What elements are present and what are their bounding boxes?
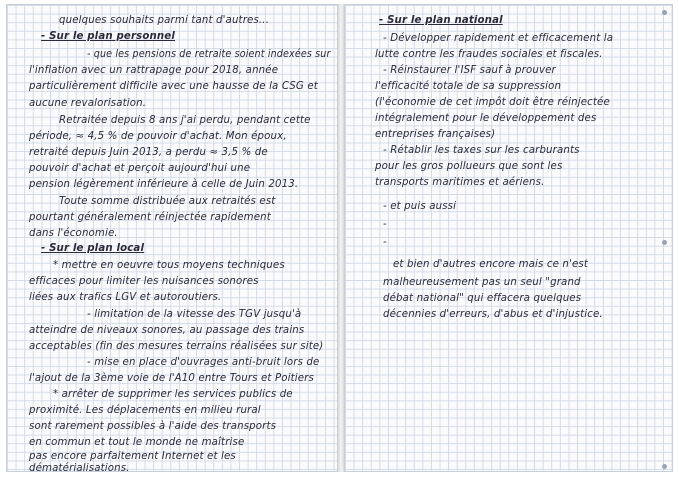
text-line: Retraitée depuis 8 ans j'ai perdu, pendant cette <box>59 115 311 126</box>
text-line: efficaces pour limiter les nuisances sonores <box>29 276 259 287</box>
binder-hole <box>662 464 667 469</box>
left-notebook-page <box>6 4 338 472</box>
text-line: sont rarement possibles à l'aide des transports <box>29 421 277 432</box>
text-line: l'ajout de la 3ème voie de l'A10 entre Tours et Poitiers <box>29 373 314 384</box>
text-line: aucune revalorisation. <box>29 98 147 109</box>
text-line: transports maritimes et aériens. <box>375 177 545 188</box>
text-line: - mise en place d'ouvrages anti-bruit lors de <box>87 357 320 368</box>
text-line: dans l'économie. <box>29 228 118 239</box>
text-line: période, ≈ 4,5 % de pouvoir d'achat. Mon époux, <box>29 131 287 142</box>
text-line: pas encore parfaitement Internet et les <box>29 451 236 462</box>
section-heading <box>41 243 144 255</box>
text-line: retraité depuis Juin 2013, a perdu ≈ 3,5 % de <box>29 147 268 158</box>
text-line: pouvoir d'achat et perçoit aujourd'hui une <box>29 163 251 174</box>
text-line: - <box>383 219 387 230</box>
text-line: l'inflation avec un rattrapage pour 2018, année <box>29 65 279 76</box>
text-line: - que les pensions de retraite soient indexées sur <box>87 49 331 60</box>
section-heading <box>379 15 503 27</box>
text-line: et bien d'autres encore mais ce n'est <box>393 259 589 270</box>
text-line: lutte contre les fraudes sociales et fiscales. <box>375 49 603 60</box>
text-line: - <box>383 237 387 248</box>
text-line: - Développer rapidement et efficacement la <box>383 33 614 44</box>
text-line: liées aux trafics LGV et autoroutiers. <box>29 292 222 303</box>
section-heading-text: - Sur le plan local <box>41 243 145 254</box>
section-heading <box>41 31 175 43</box>
text-line: * arrêter de supprimer les services publics de <box>53 389 293 400</box>
text-line: atteindre de niveaux sonores, au passage des trains <box>29 325 305 336</box>
text-line: - Réinstaurer l'ISF sauf à prouver <box>383 65 556 76</box>
text-line: pour les gros pollueurs que sont les <box>375 161 563 172</box>
text-line: dématérialisations. <box>29 463 130 472</box>
section-heading-text: - Sur le plan national <box>379 15 503 26</box>
text-line: acceptables (fin des mesures terrains réalisées sur site) <box>29 341 324 352</box>
text-line: intégralement pour le développement des <box>375 113 597 124</box>
text-line: pourtant généralement réinjectée rapidement <box>29 212 271 223</box>
binder-hole <box>662 240 667 245</box>
text-line: proximité. Les déplacements en milieu rural <box>29 405 261 416</box>
text-line: Toute somme distribuée aux retraités est <box>59 196 276 207</box>
binder-hole <box>662 10 667 15</box>
text-line: - Rétablir les taxes sur les carburants <box>383 145 580 156</box>
text-line: décennies d'erreurs, d'abus et d'injustice. <box>383 309 603 320</box>
text-line: entreprises françaises) <box>375 129 496 140</box>
text-line: débat national" qui effacera quelques <box>383 293 582 304</box>
text-line: quelques souhaits parmi tant d'autres... <box>59 15 270 26</box>
text-line: en commun et tout le monde ne maîtrise <box>29 437 245 448</box>
right-notebook-page <box>344 4 673 472</box>
text-line: l'efficacité totale de sa suppression <box>375 81 562 92</box>
text-line: particulièrement difficile avec une hausse de la CSG et <box>29 81 318 92</box>
text-line: - et puis aussi <box>383 201 457 212</box>
section-heading-text: - Sur le plan personnel <box>41 31 175 42</box>
text-line: - limitation de la vitesse des TGV jusqu'à <box>87 309 302 320</box>
text-line: malheureusement pas un seul "grand <box>383 277 581 288</box>
text-line: pension légèrement inférieure à celle de Juin 2013. <box>29 179 299 190</box>
text-line: * mettre en oeuvre tous moyens techniques <box>53 260 285 271</box>
text-line: (l'économie de cet impôt doit être réinjectée <box>375 97 610 108</box>
